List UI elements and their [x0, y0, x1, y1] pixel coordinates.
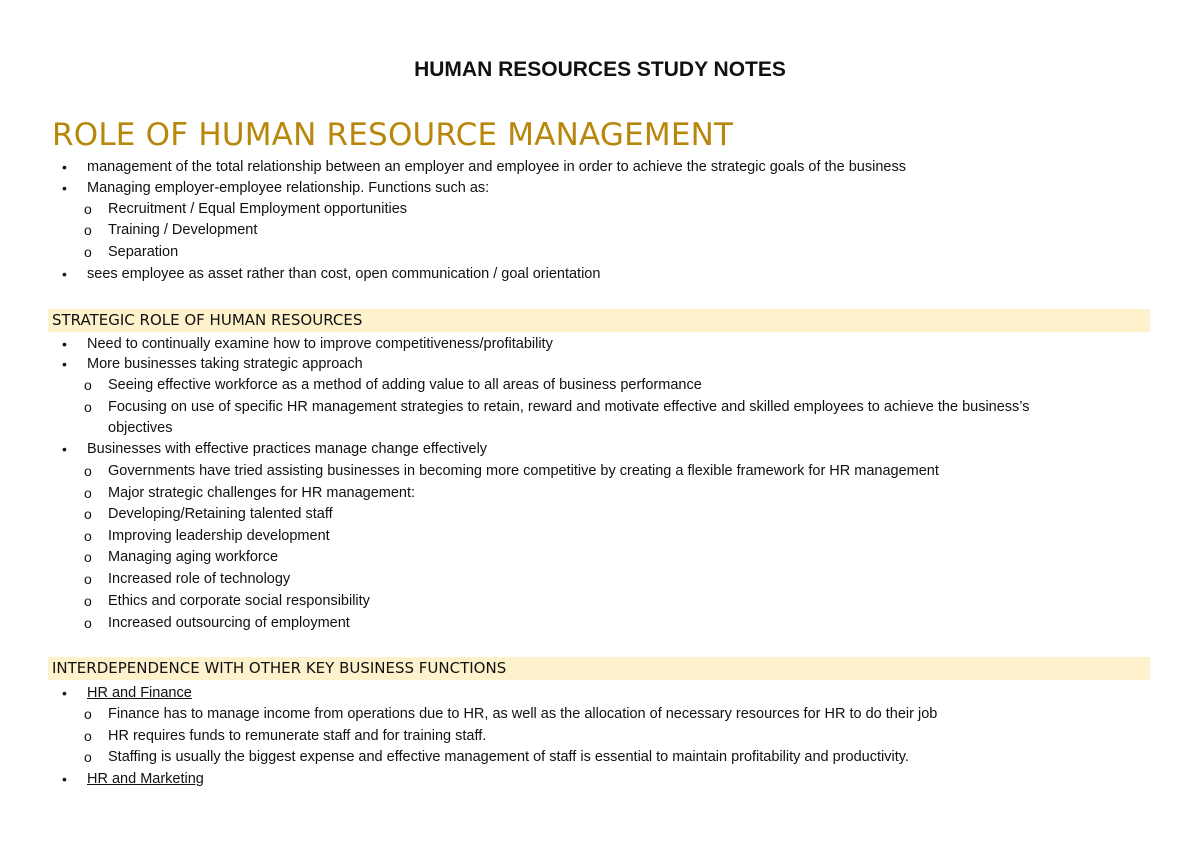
- list-subitem: Seeing effective workforce as a method of adding value to all areas of business performance: [108, 377, 702, 393]
- list-item: More businesses taking strategic approach: [87, 356, 363, 372]
- sub-bullet-icon: o: [84, 528, 92, 544]
- bullet-icon: •: [62, 685, 67, 701]
- sub-bullet-icon: o: [84, 728, 92, 744]
- list-item: Businesses with effective practices manage change effectively: [87, 441, 488, 457]
- sub-bullet-icon: o: [84, 222, 92, 238]
- section-heading-role: ROLE OF HUMAN RESOURCE MANAGEMENT: [52, 117, 734, 153]
- list-subitem: HR requires funds to remunerate staff and for training staff.: [108, 728, 487, 744]
- sub-bullet-icon: o: [84, 244, 92, 260]
- bullet-icon: •: [62, 771, 67, 787]
- list-subitem: Increased role of technology: [108, 571, 291, 587]
- section-heading-band: [48, 657, 1150, 680]
- list-subitem: Recruitment / Equal Employment opportunities: [108, 201, 408, 217]
- list-subitem: Separation: [108, 244, 179, 260]
- bullet-icon: •: [62, 266, 67, 282]
- list-item-hr-marketing: HR and Marketing: [87, 771, 204, 787]
- section-heading-band: [48, 309, 1150, 332]
- list-subitem: Managing aging workforce: [108, 549, 279, 565]
- section-heading-interdependence: INTERDEPENDENCE WITH OTHER KEY BUSINESS FUNCTIONS: [52, 659, 507, 677]
- list-item: sees employee as asset rather than cost, open communication / goal orientation: [87, 266, 601, 282]
- bullet-icon: •: [62, 441, 67, 457]
- list-subitem: Staffing is usually the biggest expense and effective management of staff is essential to maintain profitability and productivity.: [108, 749, 909, 765]
- bullet-icon: •: [62, 180, 67, 196]
- list-item: Need to continually examine how to improve competitiveness/profitability: [87, 336, 553, 352]
- bullet-icon: •: [62, 159, 67, 175]
- list-subitem: Governments have tried assisting businesses in becoming more competitive by creating a flexible framework for HR management: [108, 463, 939, 479]
- bullet-icon: •: [62, 336, 67, 352]
- list-subitem: Ethics and corporate social responsibility: [108, 593, 370, 609]
- sub-bullet-icon: o: [84, 749, 92, 765]
- sub-bullet-icon: o: [84, 571, 92, 587]
- list-subitem: Focusing on use of specific HR management strategies to retain, reward and motivate effective and skilled employees to achieve the business’s: [108, 399, 1030, 415]
- sub-bullet-icon: o: [84, 615, 92, 631]
- sub-bullet-icon: o: [84, 463, 92, 479]
- sub-bullet-icon: o: [84, 485, 92, 501]
- document-title: HUMAN RESOURCES STUDY NOTES: [414, 58, 786, 81]
- sub-bullet-icon: o: [84, 593, 92, 609]
- list-subitem: Training / Development: [108, 222, 258, 238]
- sub-bullet-icon: o: [84, 549, 92, 565]
- bullet-icon: •: [62, 356, 67, 372]
- sub-bullet-icon: o: [84, 201, 92, 217]
- list-subitem-continuation: objectives: [108, 420, 173, 436]
- list-subitem: Developing/Retaining talented staff: [108, 506, 333, 522]
- sub-bullet-icon: o: [84, 377, 92, 393]
- list-subitem: Improving leadership development: [108, 528, 330, 544]
- list-item: Managing employer-employee relationship. Functions such as:: [87, 180, 490, 196]
- list-subitem: Finance has to manage income from operations due to HR, as well as the allocation of necessary resources for HR to do their job: [108, 706, 938, 722]
- list-subitem: Major strategic challenges for HR management:: [108, 485, 416, 501]
- sub-bullet-icon: o: [84, 399, 92, 415]
- list-item-hr-finance: HR and Finance: [87, 685, 192, 701]
- section-heading-strategic: STRATEGIC ROLE OF HUMAN RESOURCES: [52, 311, 363, 329]
- sub-bullet-icon: o: [84, 506, 92, 522]
- list-subitem: Increased outsourcing of employment: [108, 615, 350, 631]
- sub-bullet-icon: o: [84, 706, 92, 722]
- list-item: management of the total relationship between an employer and employee in order to achieve the strategic goals of the business: [87, 159, 906, 175]
